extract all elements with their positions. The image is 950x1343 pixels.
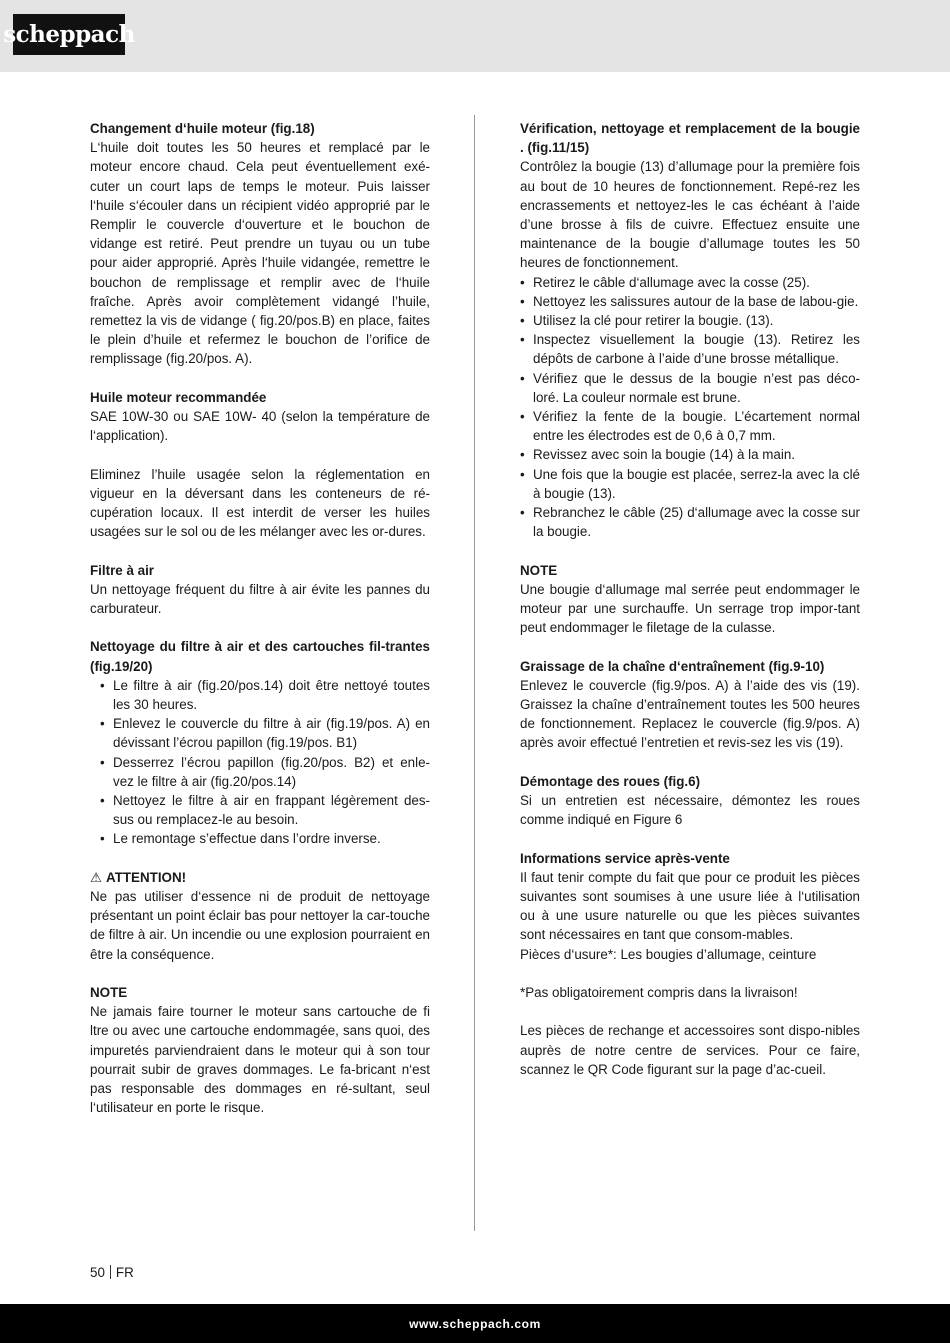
wheels-title: Démontage des roues (fig.6) [520, 773, 701, 789]
chain-section [520, 657, 860, 753]
list-item: • Nettoyez les salissures autour de la base de labou-gie. [520, 292, 860, 311]
not-included-text: *Pas obligatoirement compris dans la livraison! [520, 985, 798, 1001]
list-item: • Vérifiez la fente de la bougie. L’écartement normal entre les électrodes est de 0,6 à 0,7 mm. [520, 407, 860, 445]
column-divider [474, 115, 475, 1231]
chain-text: Enlevez le couvercle (fig.9/pos. A) à l’aide des vis (19). Graissez la chaîne d’entraînement toutes les 500 heures de fonctionnement. Replacez le couvercle (fig.9/pos. A) après avoir effectué l’entretien et revis-sez les vis (19). [520, 677, 860, 751]
left-note-title: NOTE [90, 985, 128, 1001]
warning-triangle-icon: ⚠ [90, 869, 103, 885]
not-included-section [520, 983, 860, 1002]
list-item: • Enlevez le couvercle du filtre à air (fig.19/pos. A) en dévissant l’écrou papillon (fig.19/pos. B1) [100, 714, 430, 752]
service-title: Informations service après-vente [520, 850, 730, 866]
oil-disposal-text: Eliminez l’huile usagée selon la réglementation en vigueur en la déversant dans les conteneurs de ré-cupération locaux. Il est interdit de verser les huiles usagées sur le sol ou de les mélanger avec les or-dures. [90, 466, 430, 540]
website-url: www.scheppach.com [409, 1316, 541, 1331]
attention-section [90, 868, 430, 964]
list-item: • Le filtre à air (fig.20/pos.14) doit être nettoyé toutes les 30 heures. [100, 676, 430, 714]
page-indicator [90, 1265, 134, 1280]
attention-heading [90, 868, 430, 887]
list-item: • Inspectez visuellement la bougie (13). Retirez les dépôts de carbone à l’aide d’une brosse métallique. [520, 330, 860, 368]
chain-title: Graissage de la chaîne d‘entraînement (fig.9-10) [520, 658, 825, 674]
spark-plug-text: Contrôlez la bougie (13) d’allumage pour la première fois au bout de 10 heures de fonctionnement. Repé-rez les encrassements et nettoyez-les le cas échéant à l’aide d’une brosse à fils de cuivre. Effectuez ensuite une maintenance de la bougie d’allumage toutes les 50 heures de fonctionnement. [520, 159, 860, 271]
list-item: • Vérifiez que le dessus de la bougie n’est pas déco-loré. La couleur normale est brune. [520, 369, 860, 407]
left-note-text: Ne jamais faire tourner le moteur sans cartouche de fi ltre ou avec une cartouche endommagée, sans quoi, des impuretés parviendraient dans le moteur qui à son tour pourrait subir de graves dommages. Le fa-bricant n‘est pas responsable des dommages en ré-sultant, seul l‘utilisateur en porte le risque. [90, 1004, 430, 1116]
spare-parts-section [520, 1021, 860, 1079]
oil-disposal-section [90, 465, 430, 542]
right-column [520, 119, 860, 1079]
oil-change-text: L‘huile doit toutes les 50 heures et remplacé par le moteur encore chaud. Cela peut éventuellement exé-cuter un court laps de temps le moteur. Puis laisser l‘huile s‘écouler dans un récipient vidéo approprié par le Remplir le couvercle d‘ouverture et le bouchon de vidange est retiré. Peut prendre un tuyau ou un tube pour aider approprié. Après l‘huile vidangée, remettre le bouchon de remplissage et remplir avec de l‘huile fraîche. Après avoir complètement vidangé l’huile, remettez la vis de vidange ( fig.20/pos.B) en place, faites le plein d’huile et refermez le bouchon de l’orifice de remplissage (fig.20/pos. A). [90, 140, 430, 367]
list-item: • Nettoyez le filtre à air en frappant légèrement des-sus ou remplacez-le au besoin. [100, 791, 430, 829]
air-filter-title: Filtre à air [90, 562, 155, 578]
page-number: 50 [90, 1265, 105, 1280]
spark-plug-title: Vérification, nettoyage et remplacement de la bougie . (fig.11/15) [520, 121, 860, 156]
list-item: • Le remontage s’effectue dans l’ordre inverse. [100, 829, 430, 848]
list-item: • Rebranchez le câble (25) d‘allumage avec la cosse sur la bougie. [520, 503, 860, 541]
oil-change-title: Changement d‘huile moteur (fig.18) [90, 121, 315, 136]
spare-parts-text: Les pièces de rechange et accessoires sont dispo-nibles auprès de notre centre de services. Pour ce faire, scannez le QR Code figurant sur la page d’ac-cueil. [520, 1023, 860, 1077]
air-filter-section [90, 561, 430, 619]
right-note-section [520, 561, 860, 638]
filter-cleaning-section [90, 637, 430, 848]
list-item: • Utilisez la clé pour retirer la bougie. (13). [520, 311, 860, 330]
right-note-title: NOTE [520, 562, 558, 578]
list-item: • Revissez avec soin la bougie (14) à la main. [520, 445, 860, 464]
page-separator [110, 1265, 111, 1279]
service-text: Il faut tenir compte du fait que pour ce produit les pièces suivantes sont soumises à une usure liée à l‘utilisation ou à une usure naturelle ou que les pièces suivantes sont nécessaires en tant que consom-mables. [520, 869, 860, 943]
filter-cleaning-list [90, 676, 430, 849]
wheels-text: Si un entretien est nécessaire, démontez les roues comme indiqué en Figure 6 [520, 793, 860, 828]
page-language: FR [115, 1265, 134, 1280]
scheppach-logo: scheppach [13, 14, 125, 55]
left-note-section [90, 983, 430, 1117]
right-note-text: Une bougie d‘allumage mal serrée peut endommager le moteur par une surchauffe. Un serrage trop impor-tant peut endommager le filetage de la culasse. [520, 581, 860, 636]
wheels-section [520, 772, 860, 830]
recommended-oil-section [90, 388, 430, 446]
list-item: • Une fois que la bougie est placée, serrez-la avec la clé à bougie (13). [520, 465, 860, 503]
recommended-oil-title: Huile moteur recommandée [90, 389, 267, 405]
attention-title: ATTENTION! [106, 869, 187, 885]
spark-plug-section [520, 119, 860, 541]
air-filter-text: Un nettoyage fréquent du filtre à air évite les pannes du carburateur. [90, 581, 430, 617]
spark-plug-list [520, 273, 860, 542]
list-item: • Retirez le câble d‘allumage avec la cosse (25). [520, 273, 860, 292]
service-section [520, 849, 860, 964]
filter-cleaning-title: Nettoyage du filtre à air et des cartouches fil-trantes (fig.19/20) [90, 639, 430, 674]
header-bar [0, 0, 950, 72]
footer-bar [0, 1304, 950, 1343]
left-column [90, 119, 430, 1117]
oil-change-section [90, 119, 430, 369]
recommended-oil-text: SAE 10W-30 ou SAE 10W- 40 (selon la température de l‘application). [90, 409, 430, 444]
attention-text: Ne pas utiliser d‘essence ni de produit de nettoyage présentant un point éclair bas pour nettoyer la car-touche de filtre à air. Un incendie ou une explosion pourraient en être la conséquence. [90, 889, 430, 962]
wear-parts-text: Pièces d‘usure*: Les bougies d’allumage, ceinture [520, 946, 817, 962]
list-item: • Desserrez l’écrou papillon (fig.20/pos. B2) et enle-vez le filtre à air (fig.20/pos.14) [100, 753, 430, 791]
